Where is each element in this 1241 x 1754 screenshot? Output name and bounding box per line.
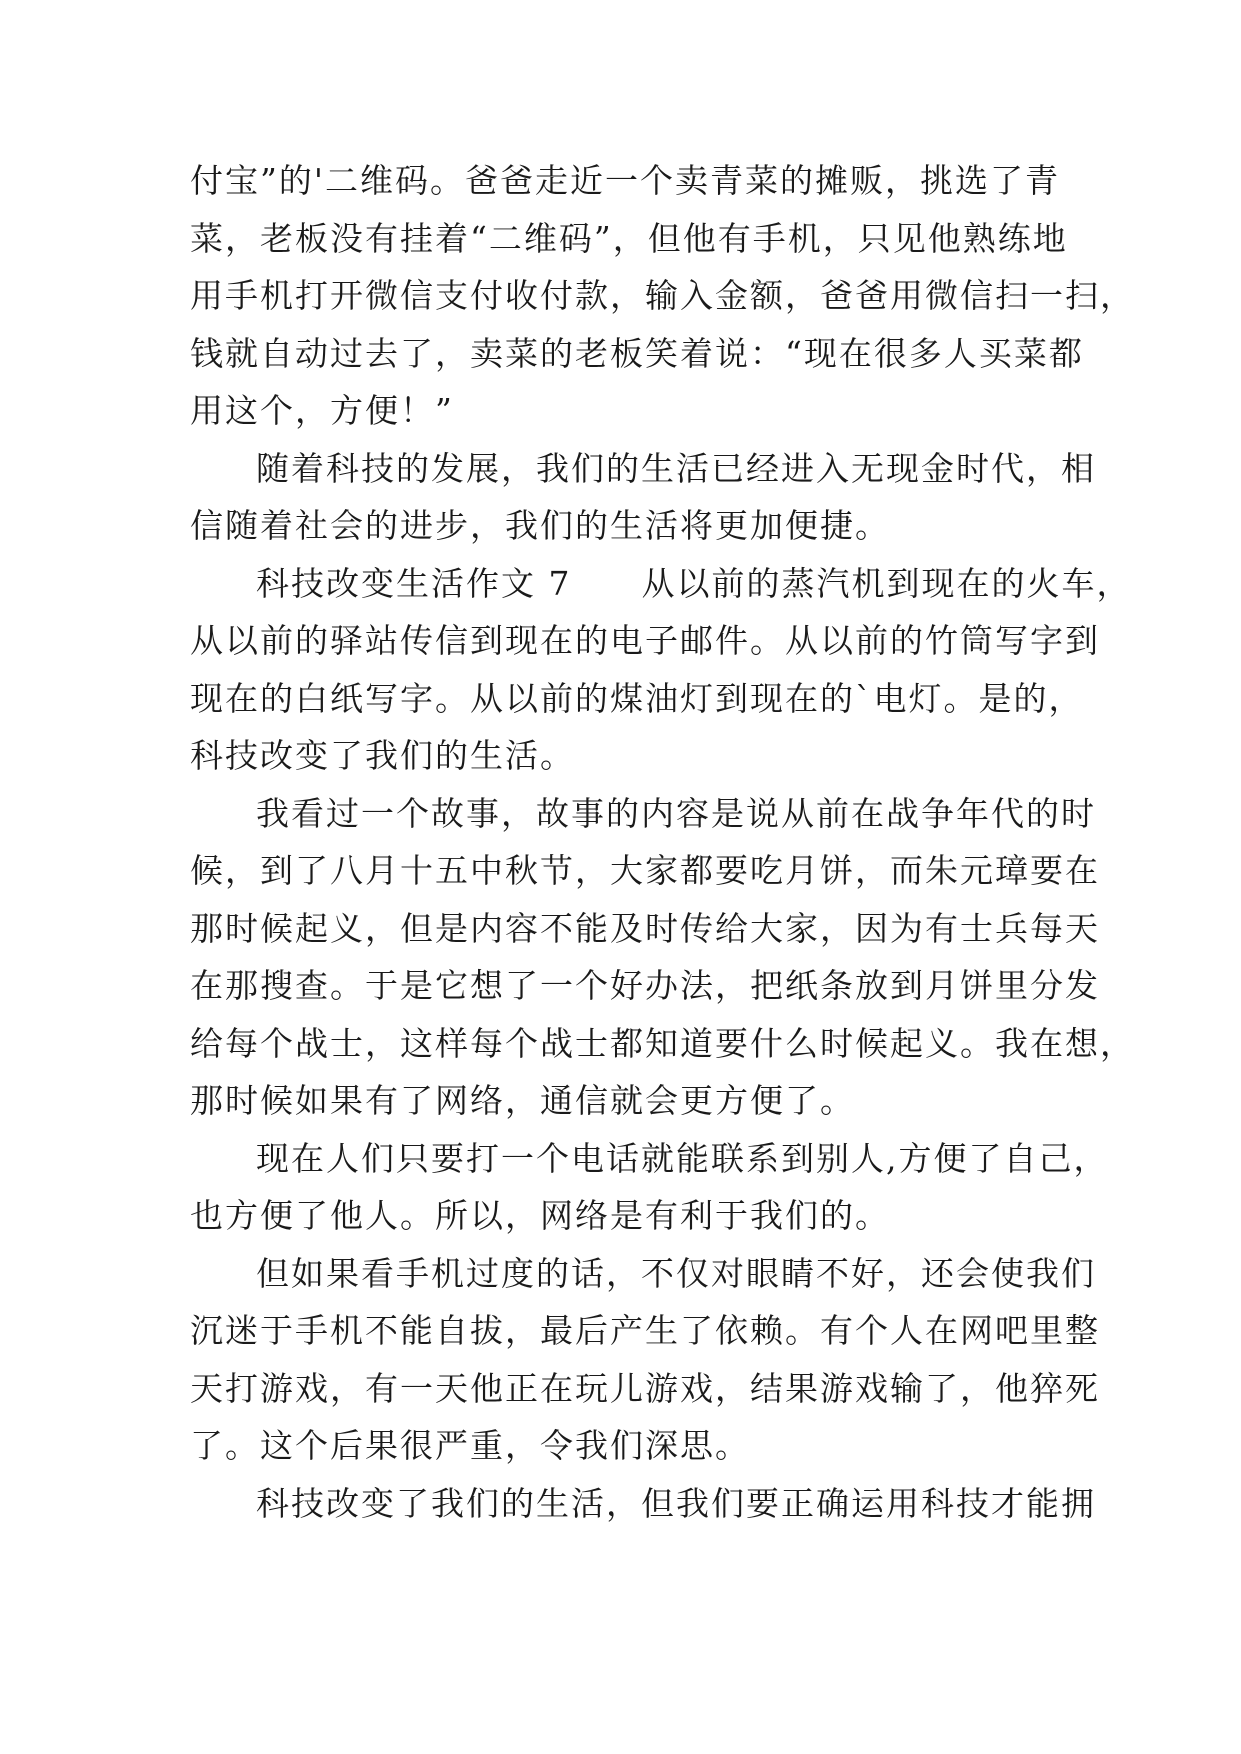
text-line: 在那搜查。于是它想了一个好办法，把纸条放到月饼里分发 — [190, 966, 1100, 1005]
text-line: 也方便了他人。所以，网络是有利于我们的。 — [190, 1196, 890, 1235]
text-line: 科技改变生活作文 7 从以前的蒸汽机到现在的火车， — [256, 563, 1132, 603]
text-line: 但如果看手机过度的话，不仅对眼睛不好，还会使我们 — [256, 1253, 1096, 1293]
text-line: 那时候如果有了网络，通信就会更方便了。 — [190, 1081, 855, 1120]
text-line: 候，到了八月十五中秋节，大家都要吃月饼，而朱元璋要在 — [190, 851, 1100, 890]
text-line: 随着科技的发展，我们的生活已经进入无现金时代，相 — [256, 448, 1096, 488]
text-line: 钱就自动过去了，卖菜的老板笑着说：“现在很多人买菜都 — [190, 333, 1084, 373]
text-line: 科技改变了我们的生活，但我们要正确运用科技才能拥 — [256, 1483, 1096, 1523]
text-line: 我看过一个故事，故事的内容是说从前在战争年代的时 — [256, 793, 1096, 833]
text-line: 付宝”的'二维码。爸爸走近一个卖青菜的摊贩，挑选了青 — [190, 161, 1060, 200]
text-line: 用手机打开微信支付收付款，输入金额，爸爸用微信扫一扫， — [190, 276, 1135, 315]
text-line: 菜，老板没有挂着“二维码”，但他有手机，只见他熟练地 — [190, 218, 1068, 258]
text-line: 那时候起义，但是内容不能及时传给大家，因为有士兵每天 — [190, 908, 1100, 948]
text-line: 信随着社会的进步，我们的生活将更加便捷。 — [190, 506, 890, 545]
text-line: 科技改变了我们的生活。 — [190, 736, 575, 775]
text-line: 天打游戏，有一天他正在玩儿游戏，结果游戏输了，他猝死 — [190, 1368, 1100, 1408]
text-line: 沉迷于手机不能自拔，最后产生了依赖。有个人在网吧里整 — [190, 1311, 1100, 1350]
text-line: 用这个，方便！” — [190, 391, 454, 430]
text-line: 了。这个后果很严重，令我们深思。 — [190, 1426, 750, 1465]
document-body — [190, 152, 1135, 1532]
text-line: 现在人们只要打一个电话就能联系到别人,方便了自己， — [256, 1138, 1109, 1178]
text-line: 从以前的驿站传信到现在的电子邮件。从以前的竹筒写字到 — [190, 621, 1100, 660]
text-line: 给每个战士，这样每个战士都知道要什么时候起义。我在想， — [190, 1023, 1135, 1063]
text-line: 现在的白纸写字。从以前的煤油灯到现在的`电灯。是的， — [190, 678, 1084, 718]
